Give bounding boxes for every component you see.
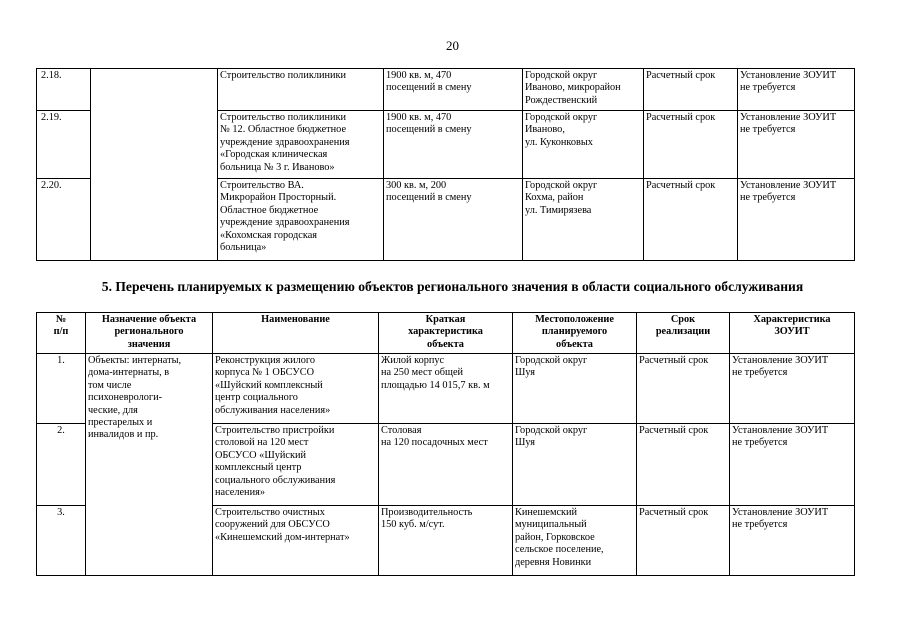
term-cell: Расчетный срок (637, 506, 730, 576)
health-objects-table-continuation (36, 68, 855, 261)
name-cell: Реконструкция жилого корпуса № 1 ОБСУСО «Шуйский комплексный центр социального обслуживания населения» (213, 354, 379, 424)
row-number: 2.19. (37, 111, 91, 179)
zouit-cell: Установление ЗОУИТ не требуется (730, 354, 855, 424)
page-number: 20 (446, 38, 459, 53)
row-number: 1. (37, 354, 86, 424)
social-service-objects-table (36, 312, 855, 576)
term-cell: Расчетный срок (644, 111, 738, 179)
zouit-cell: Установление ЗОУИТ не требуется (738, 69, 855, 111)
location-cell: Городской округ Иваново, микрорайон Рождественский (523, 69, 644, 111)
zouit-cell: Установление ЗОУИТ не требуется (730, 424, 855, 506)
characteristic-cell: 300 кв. м, 200 посещений в смену (384, 179, 523, 261)
characteristic-cell: Производительность 150 куб. м/сут. (379, 506, 513, 576)
name-cell: Строительство очистных сооружений для ОБСУСО «Кинешемский дом-интернат» (213, 506, 379, 576)
term-cell: Расчетный срок (644, 179, 738, 261)
header-name: Наименование (213, 313, 379, 354)
row-number: 2.18. (37, 69, 91, 111)
header-zouit: Характеристика ЗОУИТ (730, 313, 855, 354)
term-cell: Расчетный срок (644, 69, 738, 111)
characteristic-cell: 1900 кв. м, 470 посещений в смену (384, 69, 523, 111)
header-term: Срок реализации (637, 313, 730, 354)
header-number: № п/п (37, 313, 86, 354)
location-cell: Городской округ Кохма, район ул. Тимирязева (523, 179, 644, 261)
table-row (37, 354, 855, 424)
header-characteristic: Краткая характеристика объекта (379, 313, 513, 354)
term-cell: Расчетный срок (637, 354, 730, 424)
row-number: 3. (37, 506, 86, 576)
row-number: 2. (37, 424, 86, 506)
location-cell: Кинешемский муниципальный район, Горковское сельское поселение, деревня Новинки (513, 506, 637, 576)
characteristic-cell: Жилой корпус на 250 мест общей площадью 14 015,7 кв. м (379, 354, 513, 424)
location-cell: Городской округ Шуя (513, 424, 637, 506)
term-cell: Расчетный срок (637, 424, 730, 506)
purpose-cell (91, 69, 218, 261)
zouit-cell: Установление ЗОУИТ не требуется (738, 179, 855, 261)
zouit-cell: Установление ЗОУИТ не требуется (738, 111, 855, 179)
name-cell: Строительство пристройки столовой на 120 мест ОБСУСО «Шуйский комплексный центр социального обслуживания населения» (213, 424, 379, 506)
header-location: Местоположение планируемого объекта (513, 313, 637, 354)
zouit-cell: Установление ЗОУИТ не требуется (730, 506, 855, 576)
characteristic-cell: 1900 кв. м, 470 посещений в смену (384, 111, 523, 179)
name-cell: Строительство поликлиники (218, 69, 384, 111)
row-number: 2.20. (37, 179, 91, 261)
name-cell: Строительство ВА. Микрорайон Просторный. Областное бюджетное учреждение здравоохранения «Кохомская городская больница» (218, 179, 384, 261)
purpose-cell: Объекты: интернаты, дома-интернаты, в том числе психоневрологи- ческие, для престарелых и инвалидов и пр. (86, 354, 213, 576)
location-cell: Городской округ Иваново, ул. Куконковых (523, 111, 644, 179)
characteristic-cell: Столовая на 120 посадочных мест (379, 424, 513, 506)
table-row (37, 69, 855, 111)
name-cell: Строительство поликлиники № 12. Областное бюджетное учреждение здравоохранения «Городская клиническая больница № 3 г. Иваново» (218, 111, 384, 179)
section-title: 5. Перечень планируемых к размещению объектов регионального значения в области социального обслуживания (101, 279, 804, 294)
table-header-row (37, 313, 855, 354)
header-purpose: Назначение объекта регионального значения (86, 313, 213, 354)
location-cell: Городской округ Шуя (513, 354, 637, 424)
